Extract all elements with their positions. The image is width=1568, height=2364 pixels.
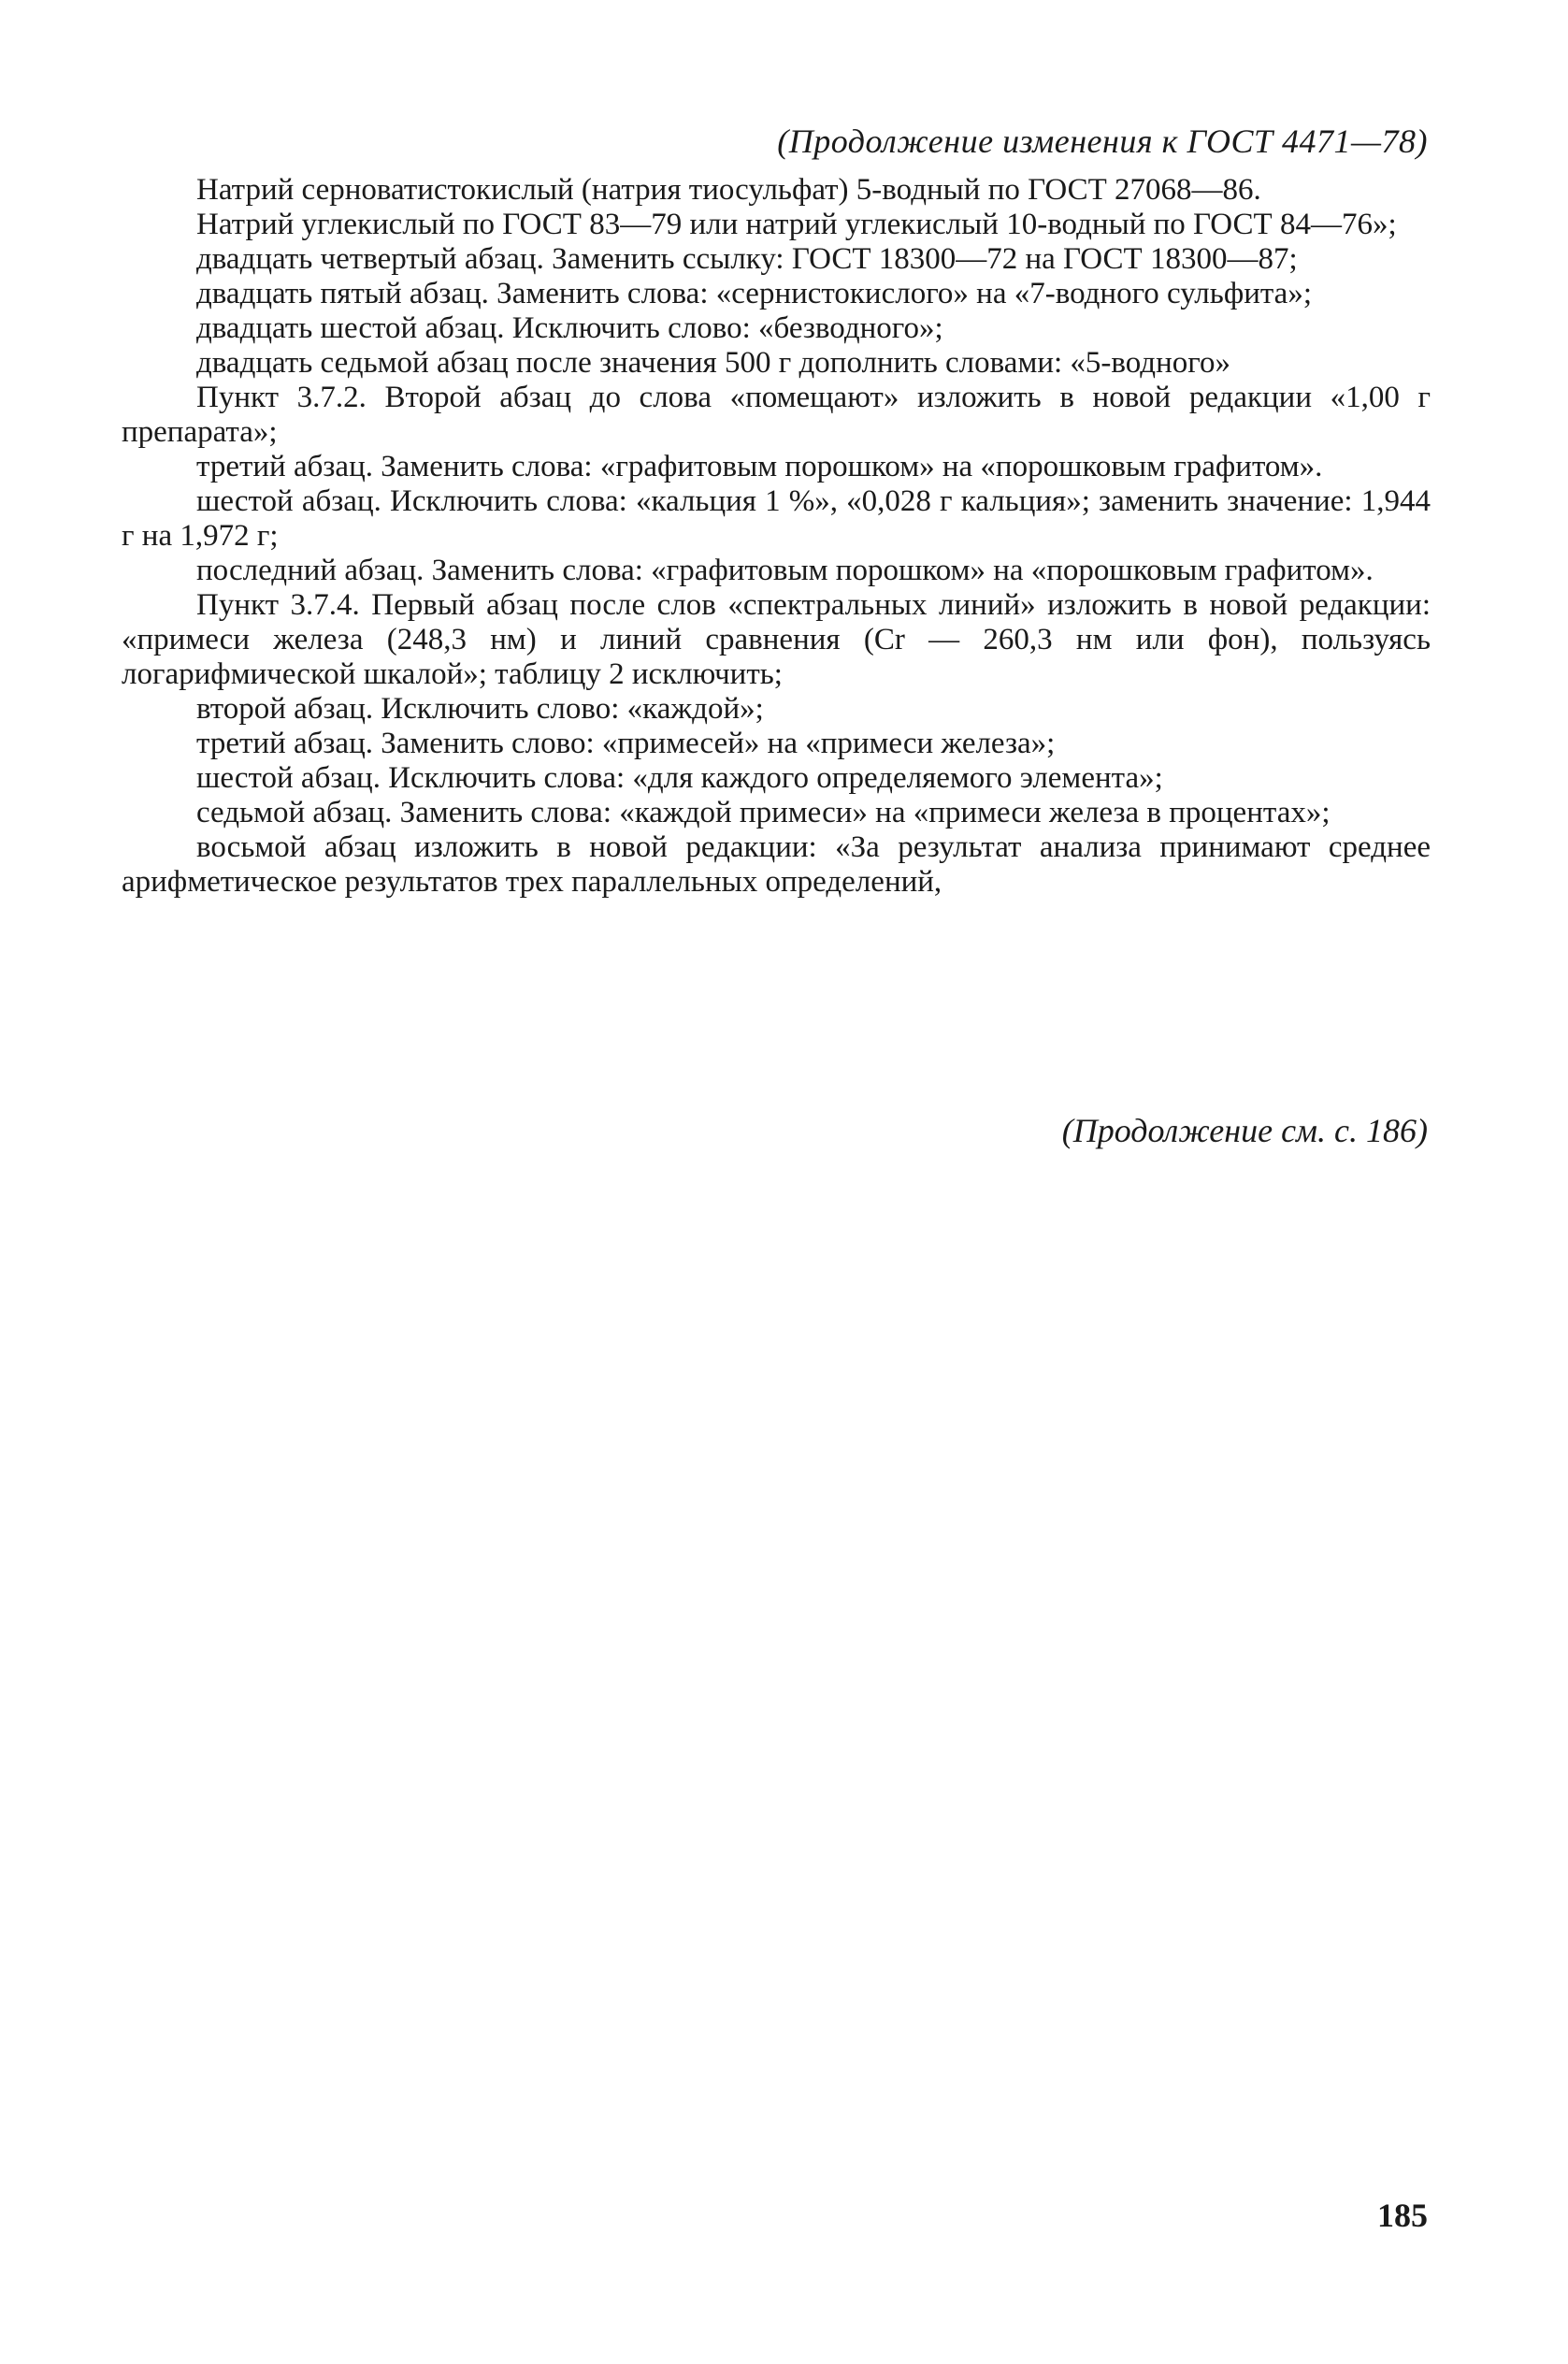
page-header: (Продолжение изменения к ГОСТ 4471—78) [777,123,1428,160]
paragraph: третий абзац. Заменить слова: «графитовым порошком» на «порошковым графитом». [196,450,1323,483]
paragraph: Натрий серноватистокислый (натрия тиосульфат) 5-водный по ГОСТ 27068—86. [196,173,1261,207]
paragraph: двадцать шестой абзац. Исключить слово: «безводного»; [196,311,943,345]
paragraph: седьмой абзац. Заменить слова: «каждой примеси» на «примеси железа в процентах»; [196,796,1331,829]
paragraph: Пункт 3.7.2. Второй абзац до слова «помещают» изложить в новой редакции «1,00 г препарата»; [122,381,1431,449]
paragraph: шестой абзац. Исключить слова: «кальция 1 %», «0,028 г кальция»; заменить значение: 1,944 г на 1,972 г; [122,484,1431,553]
paragraph: последний абзац. Заменить слова: «графитовым порошком» на «порошковым графитом». [196,554,1374,587]
paragraph: Пункт 3.7.4. Первый абзац после слов «спектральных линий» изложить в новой редакции: «примеси железа (248,3 нм) и линий сравнения (Cr — 260,3 нм или фон), пользуясь логарифмической шкалой»; таблицу 2 исключить; [122,588,1431,691]
paragraph: двадцать седьмой абзац после значения 500 г дополнить словами: «5-водного» [196,346,1230,380]
paragraph: двадцать пятый абзац. Заменить слова: «сернистокислого» на «7-водного сульфита»; [196,277,1312,310]
body-text [122,173,1431,900]
paragraph: двадцать четвертый абзац. Заменить ссылку: ГОСТ 18300—72 на ГОСТ 18300—87; [196,242,1298,276]
page-number: 185 [1377,2197,1428,2234]
paragraph: восьмой абзац изложить в новой редакции: «За результат анализа принимают среднее арифметическое результатов трех параллельных определений, [122,830,1431,899]
paragraph: Натрий углекислый по ГОСТ 83—79 или натрий углекислый 10-водный по ГОСТ 84—76»; [196,208,1397,241]
paragraph: шестой абзац. Исключить слова: «для каждого определяемого элемента»; [196,761,1163,795]
paragraph: третий абзац. Заменить слово: «примесей» на «примеси железа»; [196,727,1056,760]
paragraph: второй абзац. Исключить слово: «каждой»; [196,692,764,726]
continuation-note: (Продолжение см. с. 186) [1061,1112,1428,1149]
